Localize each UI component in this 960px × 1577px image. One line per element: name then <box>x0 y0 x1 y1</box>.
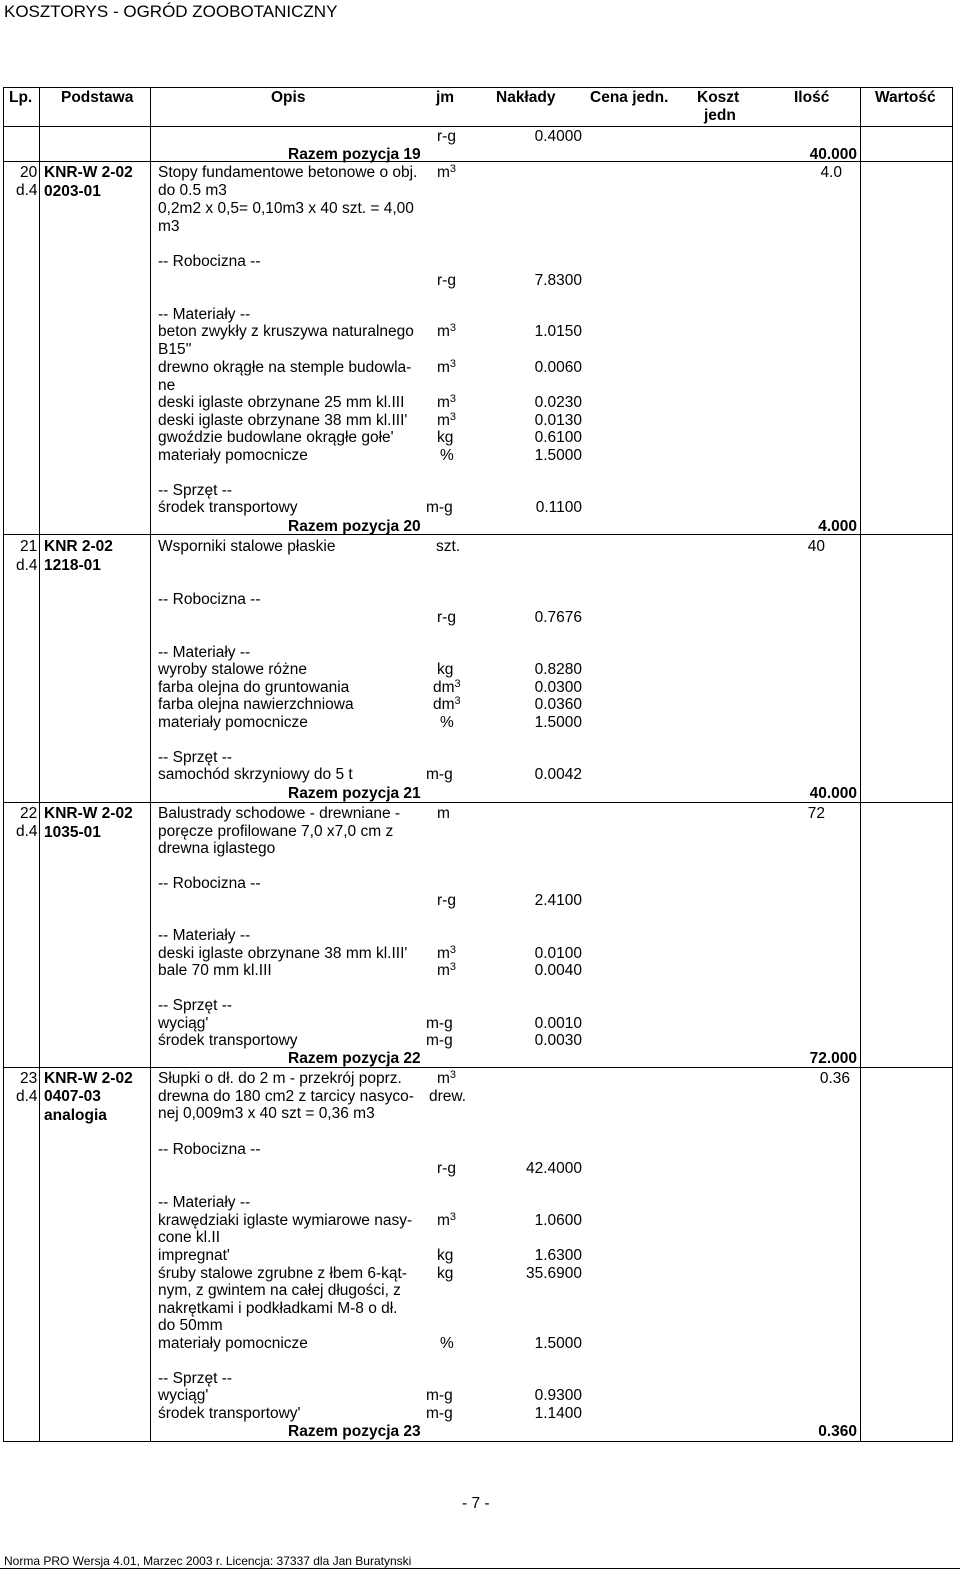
p23-lp: 23 <box>20 1070 38 1087</box>
p21-rg-unit: r-g <box>437 609 456 626</box>
p20-mat-3-value: 0.0230 <box>534 394 582 411</box>
p20-mat-5-jm: kg <box>437 429 454 446</box>
p23-lp-sub: d.4 <box>16 1088 38 1105</box>
razem-pozycja-19-value: 40.000 <box>809 146 857 163</box>
table-bottom-border <box>3 1441 953 1442</box>
p20-sprzet-1-value: 0.1100 <box>535 499 582 516</box>
p20-sprzet-label: -- Sprzęt -- <box>158 482 233 499</box>
p22-mat-2: bale 70 mm kl.III <box>158 962 272 979</box>
p21-rg-value: 0.7676 <box>534 609 582 626</box>
p20-mat-2: drewno okrągłe na stemple budowla- <box>158 359 412 376</box>
p21-jm: szt. <box>436 538 461 555</box>
p23-sprzet-label: -- Sprzęt -- <box>158 1370 233 1387</box>
p21-mat-1-jm: kg <box>437 661 454 678</box>
p22-rg-value: 2.4100 <box>534 892 582 909</box>
p22-sprzet-1-jm: m-g <box>426 1015 453 1032</box>
p20-mat-2-value: 0.0060 <box>534 359 582 376</box>
top-rg-value: 0.4000 <box>534 128 582 145</box>
p22-kod: 1035-01 <box>44 824 101 841</box>
p23-kod: 0407-03 <box>44 1088 101 1105</box>
p23-mat-3-jm: kg <box>437 1265 454 1282</box>
p20-opis-1: Stopy fundamentowe betonowe o obj. <box>158 164 418 181</box>
p21-mat-4: materiały pomocnicze <box>158 714 308 731</box>
p20-mat-6: materiały pomocnicze <box>158 447 308 464</box>
p21-robocizna-label: -- Robocizna -- <box>158 591 261 608</box>
p20-ilosc: 4.0 <box>820 164 842 181</box>
p23-opis-2: drewna do 180 cm2 z tarcicy nasyco- <box>158 1088 414 1105</box>
p23-robocizna-label: -- Robocizna -- <box>158 1141 261 1158</box>
p21-podstawa: KNR 2-02 <box>44 538 113 555</box>
col-divider-ilosc <box>860 87 861 1442</box>
p22-sprzet-2-value: 0.0030 <box>534 1032 582 1049</box>
header-bottom-border <box>3 126 953 127</box>
p22-opis-1: Balustrady schodowe - drewniane - <box>158 805 401 822</box>
p23-sprzet-1-jm: m-g <box>426 1387 453 1404</box>
p20-mat-1b: B15'' <box>158 341 192 358</box>
p22-sprzet-2: środek transportowy <box>158 1032 298 1049</box>
p21-kod: 1218-01 <box>44 557 101 574</box>
razem-pozycja-21-value: 40.000 <box>809 785 857 802</box>
p20-mat-4-value: 0.0130 <box>534 412 582 429</box>
p22-lp-sub: d.4 <box>16 823 38 840</box>
p22-mat-1: deski iglaste obrzynane 38 mm kl.III' <box>158 945 408 962</box>
p20-sprzet-1-jm: m-g <box>426 499 453 516</box>
p23-mat-2-jm: kg <box>437 1247 454 1264</box>
p22-robocizna-label: -- Robocizna -- <box>158 875 261 892</box>
document-title: KOSZTORYS - OGRÓD ZOOBOTANICZNY <box>4 2 338 21</box>
col-divider-lp <box>39 87 40 1442</box>
razem-pozycja-21: Razem pozycja 21 <box>288 785 421 802</box>
razem-pozycja-23-value: 0.360 <box>818 1423 857 1440</box>
p21-opis: Wsporniki stalowe płaskie <box>158 538 336 555</box>
p21-mat-3-value: 0.0360 <box>534 696 582 713</box>
p23-materialy-label: -- Materiały -- <box>158 1194 251 1211</box>
p23-podstawa: KNR-W 2-02 <box>44 1070 133 1087</box>
p23-opis-1: Słupki o dł. do 2 m - przekrój poprz. <box>158 1070 402 1087</box>
p23-mat-2: impregnat' <box>158 1247 230 1264</box>
p21-lp: 21 <box>20 538 38 555</box>
p20-lp-sub: d.4 <box>16 182 38 199</box>
col-header-opis: Opis <box>271 89 306 106</box>
p22-sprzet-2-jm: m-g <box>426 1032 453 1049</box>
p23-mat-4-jm: % <box>440 1335 454 1352</box>
p22-jm: m <box>437 805 450 822</box>
p21-materialy-label: -- Materiały -- <box>158 644 251 661</box>
p23-kod-analogia: analogia <box>44 1107 107 1124</box>
p21-sprzet-1-jm: m-g <box>426 766 453 783</box>
p23-sprzet-1-value: 0.9300 <box>534 1387 582 1404</box>
p20-robocizna-label: -- Robocizna -- <box>158 253 261 270</box>
p21-mat-3-jm: $dm^3$ <box>433 695 461 713</box>
razem-pozycja-19: Razem pozycja 19 <box>288 146 421 163</box>
razem-pozycja-22-value: 72.000 <box>809 1050 857 1067</box>
footer-divider <box>0 1568 960 1569</box>
p20-kod: 0203-01 <box>44 183 101 200</box>
p21-sprzet-1-value: 0.0042 <box>534 766 582 783</box>
p20-sprzet-1: środek transportowy <box>158 499 298 516</box>
top-rg-unit: r-g <box>437 128 456 145</box>
p20-mat-5: gwoździe budowlane okrągłe gołe' <box>158 429 394 446</box>
p23-sprzet-2-value: 1.1400 <box>534 1405 582 1422</box>
col-header-podstawa: Podstawa <box>61 89 134 106</box>
p21-sprzet-label: -- Sprzęt -- <box>158 749 233 766</box>
table-top-border <box>3 87 953 88</box>
p22-mat-1-value: 0.0100 <box>534 945 582 962</box>
p20-mat-6-value: 1.5000 <box>534 447 582 464</box>
p23-mat-1-jm: $m^3$ <box>437 1211 457 1229</box>
p20-mat-4: deski iglaste obrzynane 38 mm kl.III' <box>158 412 408 429</box>
p23-ilosc: 0.36 <box>819 1070 850 1087</box>
p22-mat-2-value: 0.0040 <box>534 962 582 979</box>
p23-sprzet-1: wyciąg' <box>158 1387 209 1404</box>
p23-mat-1-value: 1.0600 <box>534 1212 582 1229</box>
p22-opis-3: drewna iglastego <box>158 840 276 857</box>
p23-jm-2: drew. <box>429 1088 467 1105</box>
p20-mat-2b: ne <box>158 377 176 394</box>
p20-rg-value: 7.8300 <box>534 272 582 289</box>
col-header-koszt: Koszt <box>697 89 740 106</box>
table-right-border <box>952 87 953 1442</box>
razem-pozycja-23: Razem pozycja 23 <box>288 1423 421 1440</box>
p23-rg-value: 42.4000 <box>525 1160 582 1177</box>
col-header-lp: Lp. <box>9 89 33 106</box>
p22-materialy-label: -- Materiały -- <box>158 927 251 944</box>
p23-rg-unit: r-g <box>437 1160 456 1177</box>
p23-mat-3c: nakrętkami i podkładkami M-8 o dł. <box>158 1300 398 1317</box>
col-header-ilosc: Ilość <box>794 89 830 106</box>
p22-rg-unit: r-g <box>437 892 456 909</box>
p23-mat-2-value: 1.6300 <box>534 1247 582 1264</box>
p22-lp: 22 <box>20 805 38 822</box>
p21-mat-4-value: 1.5000 <box>534 714 582 731</box>
razem-pozycja-22: Razem pozycja 22 <box>288 1050 421 1067</box>
p20-mat-1-jm: $m^3$ <box>437 322 457 340</box>
p23-mat-3: śruby stalowe zgrubne z łbem 6-kąt- <box>158 1265 407 1282</box>
p21-mat-2-jm: $dm^3$ <box>433 678 461 696</box>
col-header-naklady: Nakłady <box>496 89 556 106</box>
p20-mat-1: beton zwykły z kruszywa naturalnego <box>158 323 414 340</box>
p21-mat-1-value: 0.8280 <box>534 661 582 678</box>
p20-lp: 20 <box>20 164 38 181</box>
p22-ilosc: 72 <box>807 805 825 822</box>
p20-materialy-label: -- Materiały -- <box>158 306 251 323</box>
razem-pozycja-20-value: 4.000 <box>818 518 857 535</box>
p23-mat-1: krawędziaki iglaste wymiarowe nasy- <box>158 1212 413 1229</box>
p21-mat-2-value: 0.0300 <box>534 679 582 696</box>
p20-jm: $m^3$ <box>437 163 457 181</box>
p21-mat-3: farba olejna nawierzchniowa <box>158 696 354 713</box>
p20-rg-unit: r-g <box>437 272 456 289</box>
p21-lp-sub: d.4 <box>16 557 38 574</box>
p22-sprzet-1: wyciąg' <box>158 1015 209 1032</box>
p23-mat-4-value: 1.5000 <box>534 1335 582 1352</box>
p22-sprzet-label: -- Sprzęt -- <box>158 997 233 1014</box>
p20-opis-2: do 0.5 m3 <box>158 182 227 199</box>
p22-mat-1-jm: $m^3$ <box>437 944 457 962</box>
p21-sprzet-1: samochód skrzyniowy do 5 t <box>158 766 353 783</box>
col-divider-podstawa <box>150 87 151 1442</box>
p21-ilosc: 40 <box>807 538 825 555</box>
col-header-wartosc: Wartość <box>875 89 936 106</box>
p23-mat-4: materiały pomocnicze <box>158 1335 308 1352</box>
p22-opis-2: poręcze profilowane 7,0 x7,0 cm z <box>158 823 394 840</box>
p23-sprzet-2-jm: m-g <box>426 1405 453 1422</box>
p20-mat-3: deski iglaste obrzynane 25 mm kl.III <box>158 394 405 411</box>
p20-opis-3: 0,2m2 x 0,5= 0,10m3 x 40 szt. = 4,00 <box>158 200 414 217</box>
p20-mat-6-jm: % <box>440 447 454 464</box>
footer-text: Norma PRO Wersja 4.01, Marzec 2003 r. Licencja: 37337 dla Jan Buratynski <box>4 1554 412 1568</box>
p21-mat-2: farba olejna do gruntowania <box>158 679 350 696</box>
p23-jm: $m^3$ <box>437 1069 457 1087</box>
p23-mat-1b: cone kl.II <box>158 1229 221 1246</box>
col-header-koszt-2: jedn <box>704 107 736 124</box>
p23-mat-3-value: 35.6900 <box>525 1265 582 1282</box>
p20-podstawa: KNR-W 2-02 <box>44 164 133 181</box>
p20-mat-2-jm: $m^3$ <box>437 358 457 376</box>
p21-mat-1: wyroby stalowe różne <box>158 661 308 678</box>
p20-mat-1-value: 1.0150 <box>534 323 582 340</box>
p20-mat-3-jm: $m^3$ <box>437 393 457 411</box>
p23-mat-3b: nym, z gwintem na całej długości, z <box>158 1282 401 1299</box>
p20-mat-5-value: 0.6100 <box>534 429 582 446</box>
table-left-border <box>3 87 4 1442</box>
p21-mat-4-jm: % <box>440 714 454 731</box>
p23-mat-3d: do 50mm <box>158 1317 223 1334</box>
col-header-cena: Cena jedn. <box>590 89 669 106</box>
page-number: - 7 - <box>462 1495 490 1512</box>
razem-pozycja-20: Razem pozycja 20 <box>288 518 421 535</box>
p23-sprzet-2: środek transportowy' <box>158 1405 301 1422</box>
p23-opis-3: nej 0,009m3 x 40 szt = 0,36 m3 <box>158 1105 375 1122</box>
p22-podstawa: KNR-W 2-02 <box>44 805 133 822</box>
p22-mat-2-jm: $m^3$ <box>437 961 457 979</box>
p20-opis-4: m3 <box>158 218 180 235</box>
p22-sprzet-1-value: 0.0010 <box>534 1015 582 1032</box>
col-header-jm: jm <box>436 89 455 106</box>
p20-mat-4-jm: $m^3$ <box>437 411 457 429</box>
